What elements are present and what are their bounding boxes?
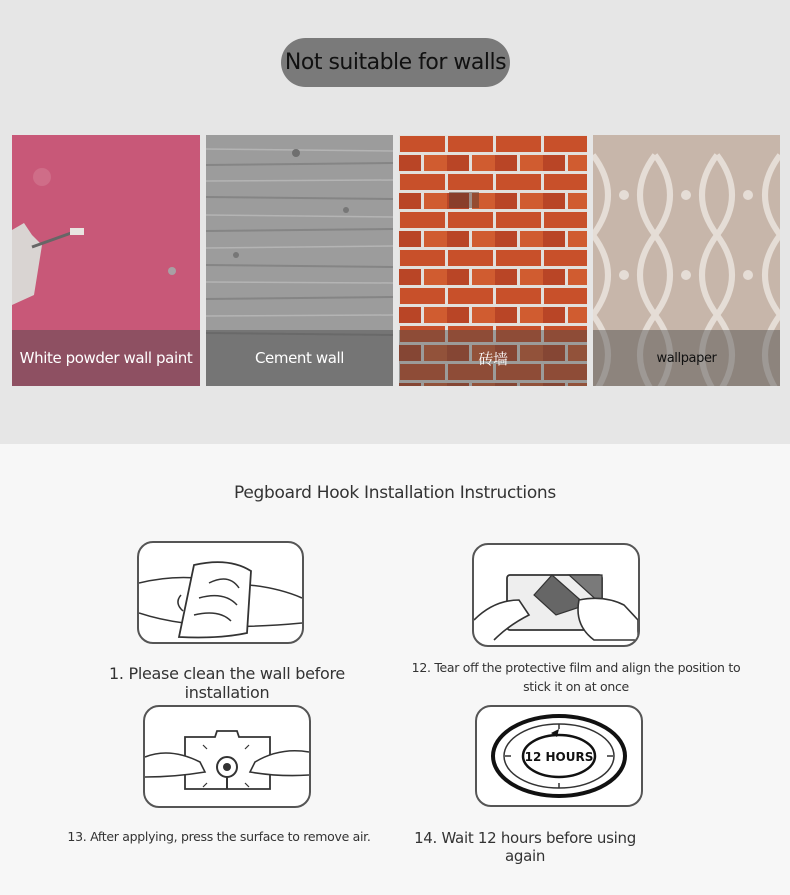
press-hook-icon: [145, 707, 309, 806]
wall-panel-brick: [399, 135, 587, 386]
step-4-text: 14. Wait 12 hours before using again: [414, 829, 636, 865]
peel-film-icon: [474, 545, 638, 645]
step-3-illustration: [143, 705, 311, 808]
wall-panel-cement: [206, 135, 393, 386]
instructions-title: Pegboard Hook Installation Instructions: [234, 483, 556, 503]
timer-clock-icon: [477, 707, 641, 805]
not-suitable-banner: Not suitable for walls: [281, 38, 510, 87]
wall-caption: Cement wall: [206, 330, 393, 386]
wall-caption: wallpaper: [593, 330, 780, 386]
hand-wipe-icon: [139, 543, 302, 642]
step-1-text: 1. Please clean the wall before installation: [109, 664, 345, 702]
step-1-illustration: [137, 541, 304, 644]
step-2-text: 12. Tear off the protective film and align the position to stick it on at once: [411, 660, 741, 694]
step-3-text: 13. After applying, press the surface to remove air.: [67, 829, 371, 844]
timer-label: 12 HOURS: [524, 750, 594, 764]
unsuitable-walls-section: [0, 0, 790, 444]
wall-panel-wallpaper: [593, 135, 780, 386]
wall-caption: 砖墙: [399, 330, 587, 386]
step-4-illustration: [475, 705, 643, 807]
wall-caption: White powder wall paint: [12, 330, 200, 386]
step-2-illustration: [472, 543, 640, 647]
wall-panel-paint: [12, 135, 200, 386]
